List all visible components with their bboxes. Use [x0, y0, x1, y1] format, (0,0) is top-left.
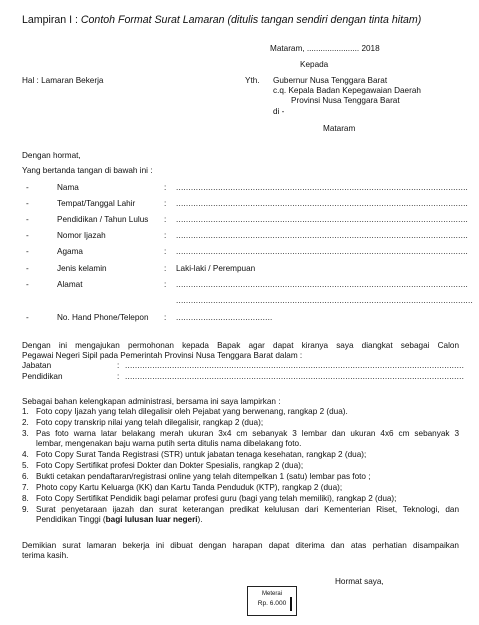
field-value-agama: ......................................................................................................................	[176, 247, 469, 256]
jabatan-colon: :	[117, 361, 120, 370]
stamp-value: Rp. 6.000	[257, 600, 287, 607]
field-colon: :	[164, 183, 167, 192]
recipient-line-4: di -	[273, 107, 285, 116]
field-label-alamat: Alamat	[57, 280, 83, 289]
date-line: Mataram, ....................... 2018	[270, 44, 380, 53]
attachments-intro: Sebagai bahan kelengkapan administrasi, bersama ini saya lampirkan :	[22, 397, 281, 406]
subject-line: Hal : Lamaran Bekerja	[22, 76, 104, 85]
pendidikan-colon: :	[117, 372, 120, 381]
recipient-line-2: c.q. Kepala Badan Kepegawaian Daerah	[273, 86, 421, 95]
duty-stamp-box	[247, 586, 297, 616]
jabatan-label: Jabatan	[22, 361, 52, 370]
list-item-end: ).	[197, 515, 203, 524]
field-value-alamat: ......................................................................................................................	[176, 280, 469, 289]
list-item: Foto Copy Surat Tanda Registrasi (STR) untuk jabatan tenaga kesehatan, rangkap 2 (dua);	[36, 450, 367, 459]
greeting: Dengan hormat,	[22, 151, 81, 160]
list-item: Foto Copy Sertifikat Pendidik bagi pelamar profesi guru (bagi yang telah memiliki), rangkap 2 (dua);	[36, 494, 397, 503]
stamp-label: Meterai	[261, 591, 282, 597]
request-line-2: Pegawai Negeri Sipil pada Pemerintah Provinsi Nusa Tenggara Barat dalam :	[22, 351, 303, 360]
list-item-continued: lembar, mengenakan baju warna putih serta ditulis nama dibelakang foto.	[36, 439, 302, 448]
list-item-number: 9.	[22, 505, 29, 514]
field-bullet: -	[26, 215, 29, 224]
list-item: Photo copy Kartu Keluarga (KK) dan Kartu Tanda Penduduk (KTP), rangkap 2 (dua);	[36, 483, 343, 492]
field-bullet: -	[26, 183, 29, 192]
list-item-number: 2.	[22, 418, 29, 427]
list-item-text: Pendidikan Tinggi (	[36, 515, 106, 524]
field-value-ijazah: ......................................................................................................................	[176, 231, 469, 240]
title-prefix: Lampiran I :	[22, 14, 81, 26]
field-bullet: -	[26, 313, 29, 322]
list-item-number: 4.	[22, 450, 29, 459]
request-line-1: Dengan ini mengajukan permohonan kepada Bapak agar dapat kiranya saya diangkat sebagai Calon	[22, 341, 459, 350]
field-label-nama: Nama	[57, 183, 79, 192]
field-colon: :	[164, 264, 167, 273]
field-label-ttl: Tempat/Tanggal Lahir	[57, 199, 136, 208]
field-value-pendidikan: ......................................................................................................................	[176, 215, 469, 224]
list-item-number: 1.	[22, 407, 29, 416]
list-item-number: 7.	[22, 483, 29, 492]
intro-line: Yang bertanda tangan di bawah ini :	[22, 166, 153, 175]
list-item-number: 5.	[22, 461, 29, 470]
field-label-ijazah: Nomor Ijazah	[57, 231, 106, 240]
list-item: Foto copy Ijazah yang telah dilegalisir oleh Pejabat yang berwenang, rangkap 2 (dua).	[36, 407, 348, 416]
field-bullet: -	[26, 231, 29, 240]
field-colon: :	[164, 231, 167, 240]
field-value-ttl: ......................................................................................................................	[176, 199, 469, 208]
field-colon: :	[164, 215, 167, 224]
list-item-number: 6.	[22, 472, 29, 481]
title-text: Contoh Format Surat Lamaran (ditulis tangan sendiri dengan tinta hitam)	[80, 14, 422, 26]
list-item: Bukti cetakan pendaftaran/registrasi online yang telah ditempelkan 1 (satu) lembar pas foto ;	[36, 472, 371, 481]
field-bullet: -	[26, 247, 29, 256]
field-colon: :	[164, 280, 167, 289]
list-item: Foto copy transkrip nilai yang telah dilegalisir, rangkap 2 (dua);	[36, 418, 264, 427]
field-label-agama: Agama	[57, 247, 83, 256]
signoff: Hormat saya,	[335, 577, 384, 586]
list-item: Surat penyetaraan ijazah dan surat keterangan predikat kelulusan dari Kementerian Riset, Teknologi, dan	[36, 505, 459, 514]
list-item-number: 3.	[22, 429, 29, 438]
field-label-gender: Jenis kelamin	[57, 264, 107, 273]
list-item-number: 8.	[22, 494, 29, 503]
field-label-phone: No. Hand Phone/Telepon	[57, 313, 149, 322]
field-bullet: -	[26, 264, 29, 273]
yth-label: Yth.	[245, 76, 260, 85]
field-colon: :	[164, 199, 167, 208]
kepada-label: Kepada	[300, 60, 329, 69]
field-bullet: -	[26, 199, 29, 208]
list-item-continued	[36, 515, 203, 525]
closing-line-1: Demikian surat lamaran bekerja ini dibuat dengan harapan dapat diterima dan atas perhatian disampaikan	[22, 541, 459, 550]
recipient-line-3: Provinsi Nusa Tenggara Barat	[291, 96, 400, 105]
page-title	[22, 14, 421, 27]
field-bullet: -	[26, 280, 29, 289]
signature-mark	[290, 597, 292, 611]
pendidikan-value: .........................................................................................................................................	[125, 372, 465, 381]
field-value-phone: .......................................	[176, 313, 273, 322]
list-item: Foto Copy Sertifikat profesi Dokter dan Dokter Spesialis, rangkap 2 (dua);	[36, 461, 304, 470]
list-item: Pas foto warna latar belakang merah ukuran 3x4 cm sebanyak 3 lembar dan ukuran 4x6 cm sebanyak 3	[36, 429, 459, 438]
field-colon: :	[164, 313, 167, 322]
field-value-gender: Laki-laki / Perempuan	[176, 264, 256, 273]
field-label-pendidikan: Pendidikan / Tahun Lulus	[57, 215, 149, 224]
field-value-alamat-2: ........................................................................................................................	[176, 296, 473, 305]
recipient-city: Mataram	[323, 124, 356, 133]
field-value-nama: ......................................................................................................................	[176, 183, 469, 192]
pendidikan-label: Pendidikan	[22, 372, 63, 381]
recipient-line-1: Gubernur Nusa Tenggara Barat	[273, 76, 388, 85]
field-colon: :	[164, 247, 167, 256]
emphasis-text: bagi lulusan luar negeri	[105, 515, 198, 524]
jabatan-value: .........................................................................................................................................	[125, 361, 465, 370]
closing-line-2: terima kasih.	[22, 551, 69, 560]
